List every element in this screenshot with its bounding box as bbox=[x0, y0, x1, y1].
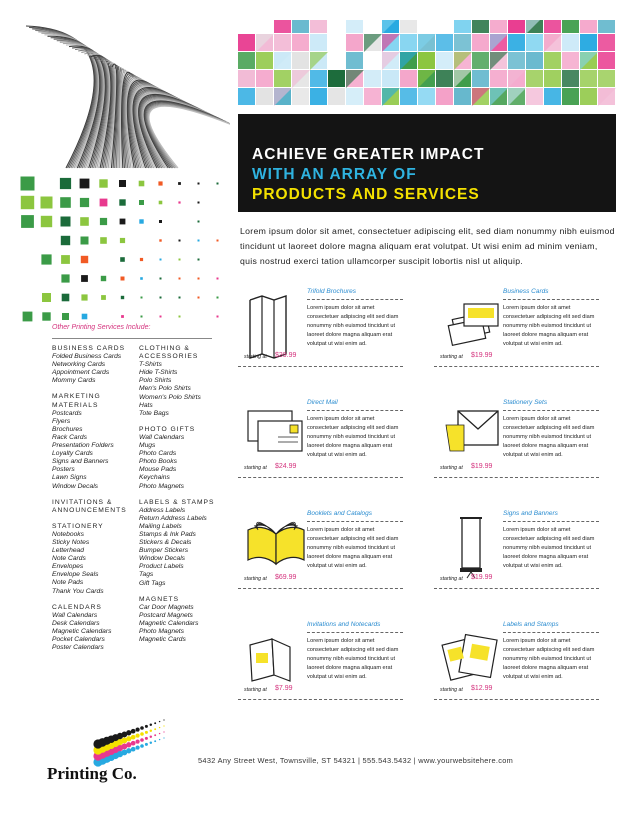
service-item: Letterhead bbox=[52, 547, 84, 555]
service-item: Posters bbox=[52, 466, 75, 474]
sidebar-title: Other Printing Services Include: bbox=[52, 324, 151, 331]
service-item: Poster Calendars bbox=[52, 644, 104, 652]
service-item: Return Address Labels bbox=[139, 514, 207, 522]
service-category: MAGNETS bbox=[139, 595, 180, 603]
product-bottom-rule bbox=[434, 588, 599, 589]
service-item: Hide T-Shirts bbox=[139, 369, 178, 377]
starting-at-label: starting at bbox=[244, 354, 267, 360]
product-bottom-rule bbox=[434, 366, 599, 367]
starting-at-label: starting at bbox=[244, 465, 267, 471]
business-cards-icon bbox=[440, 292, 502, 360]
footer-contact: 5432 Any Street West, Townsville, ST 54321 | 555.543.5432 | www.yourwebsitehere.com bbox=[198, 756, 514, 765]
folded-card-icon bbox=[244, 625, 306, 693]
product-title-rule bbox=[307, 299, 403, 300]
product-description: Lorem ipsum dolor sit amet consectetuer adipiscing elit sed diam nonummy nibh euismod tincidunt ut laoreet dolore magna aliquam erat volutpat ut wisi enim ad. bbox=[503, 638, 595, 680]
service-item: Women's Polo Shirts bbox=[139, 393, 201, 401]
service-item: Keychains bbox=[139, 474, 170, 482]
service-item: Mugs bbox=[139, 442, 156, 450]
service-item: Presentation Folders bbox=[52, 442, 114, 450]
service-item: Stamps & Ink Pads bbox=[139, 530, 196, 538]
headline-line-3: PRODUCTS AND SERVICES bbox=[252, 186, 480, 203]
services-column-2 bbox=[139, 345, 221, 644]
service-item: T-Shirts bbox=[139, 361, 162, 369]
service-item: Gift Tags bbox=[139, 579, 166, 587]
product-title: Stationery Sets bbox=[503, 399, 548, 406]
labels-icon bbox=[440, 625, 502, 693]
service-category: CLOTHING & ACCESSORIES bbox=[139, 345, 199, 361]
product-title: Labels and Stamps bbox=[503, 621, 559, 628]
product-card bbox=[434, 399, 599, 479]
service-item: Polo Shirts bbox=[139, 377, 172, 385]
service-category: CALENDARS bbox=[52, 603, 102, 611]
product-title-rule bbox=[503, 521, 599, 522]
product-price: $19.99 bbox=[471, 463, 493, 470]
postcard-icon bbox=[244, 403, 306, 471]
product-title-rule bbox=[307, 521, 403, 522]
starting-at-label: starting at bbox=[244, 576, 267, 582]
service-item: Product Labels bbox=[139, 563, 184, 571]
starting-at-label: starting at bbox=[440, 465, 463, 471]
service-item: Hats bbox=[139, 401, 153, 409]
product-title: Signs and Banners bbox=[503, 510, 558, 517]
product-card bbox=[238, 288, 403, 368]
product-price: $19.99 bbox=[471, 352, 493, 359]
service-item: Brochures bbox=[52, 425, 83, 433]
product-title: Direct Mail bbox=[307, 399, 338, 406]
service-item: Postcards bbox=[52, 409, 82, 417]
starting-at-label: starting at bbox=[440, 576, 463, 582]
product-price: $19.99 bbox=[471, 574, 493, 581]
product-title-rule bbox=[503, 410, 599, 411]
service-item: Mouse Pads bbox=[139, 466, 177, 474]
service-category: LABELS & STAMPS bbox=[139, 498, 215, 506]
service-item: Postcard Magnets bbox=[139, 611, 193, 619]
product-card bbox=[238, 510, 403, 590]
service-item: Pocket Calendars bbox=[52, 636, 105, 643]
headline-line-1: ACHIEVE GREATER IMPACT bbox=[252, 146, 485, 163]
product-price: $7.99 bbox=[275, 685, 293, 692]
product-price: $39.99 bbox=[275, 352, 297, 359]
product-card bbox=[434, 288, 599, 368]
service-item: Networking Cards bbox=[52, 361, 106, 369]
product-description: Lorem ipsum dolor sit amet consectetuer adipiscing elit sed diam nonummy nibh euismod tincidunt ut laoreet dolore magna aliquam erat volutpat ut wisi enim ad. bbox=[503, 305, 595, 347]
product-price: $12.99 bbox=[471, 685, 493, 692]
paper-fan-image bbox=[18, 20, 230, 170]
service-item: Wall Calendars bbox=[139, 433, 185, 441]
service-item: Rack Cards bbox=[52, 433, 87, 441]
service-item: Magnetic Calendars bbox=[139, 619, 199, 627]
product-bottom-rule bbox=[238, 366, 403, 367]
service-category: PHOTO GIFTS bbox=[139, 425, 196, 433]
intro-paragraph: Lorem ipsum dolor sit amet, consectetuer adipiscing elit, sed diam nonummy nibh euismod tincidunt ut laoreet dolore magna aliquam erat volutpat. Ut wisi enim ad minim veniam, quis nostrud exerci tation ullamcorper suscipit lobortis nisl ut aliquip. bbox=[240, 226, 615, 266]
product-description: Lorem ipsum dolor sit amet consectetuer adipiscing elit sed diam nonummy nibh euismod tincidunt ut laoreet dolore magna aliquam erat volutpat ut wisi enim ad. bbox=[307, 416, 399, 458]
service-item: Tote Bags bbox=[139, 409, 169, 417]
product-title-rule bbox=[307, 410, 403, 411]
product-title-rule bbox=[307, 632, 403, 633]
open-book-icon bbox=[244, 514, 306, 582]
service-item: Notebooks bbox=[52, 530, 84, 538]
service-item: Wall Calendars bbox=[52, 611, 98, 619]
service-item: Envelope Seals bbox=[52, 571, 99, 579]
service-item: Folded Business Cards bbox=[52, 353, 122, 361]
service-item: Envelopes bbox=[52, 563, 84, 571]
service-item: Magnetic Cards bbox=[139, 636, 186, 644]
service-item: Desk Calendars bbox=[52, 619, 100, 627]
headline-banner bbox=[238, 114, 616, 212]
trifold-brochure-icon bbox=[244, 292, 306, 360]
product-bottom-rule bbox=[238, 588, 403, 589]
product-title: Business Cards bbox=[503, 288, 549, 295]
service-category: INVITATIONS & ANNOUNCEMENTS bbox=[52, 498, 127, 514]
product-bottom-rule bbox=[238, 477, 403, 478]
starting-at-label: starting at bbox=[244, 687, 267, 693]
company-name: Printing Co. bbox=[47, 764, 137, 783]
service-item: Photo Books bbox=[139, 458, 177, 466]
product-title-rule bbox=[503, 632, 599, 633]
service-item: Loyalty Cards bbox=[52, 450, 93, 458]
service-item: Car Door Magnets bbox=[139, 603, 194, 611]
product-card bbox=[238, 621, 403, 701]
service-item: Signs and Banners bbox=[52, 458, 109, 466]
service-item: Photo Magnets bbox=[139, 628, 184, 635]
service-item: Window Decals bbox=[52, 482, 99, 490]
service-item: Lawn Signs bbox=[52, 474, 87, 482]
starting-at-label: starting at bbox=[440, 687, 463, 693]
services-column-1 bbox=[52, 345, 136, 652]
product-bottom-rule bbox=[434, 477, 599, 478]
product-card bbox=[434, 621, 599, 701]
product-title: Invitations and Notecards bbox=[307, 621, 381, 628]
service-item: Photo Cards bbox=[139, 450, 177, 458]
service-item: Flyers bbox=[52, 417, 71, 425]
service-item: Note Cards bbox=[52, 555, 86, 563]
service-item: Magnetic Calendars bbox=[52, 627, 112, 635]
sidebar-divider bbox=[52, 338, 212, 339]
service-item: Mommy Cards bbox=[52, 377, 96, 385]
color-dots-graphic bbox=[18, 174, 230, 324]
headline-line-2: WITH AN ARRAY OF bbox=[252, 166, 417, 183]
service-item: Note Pads bbox=[52, 579, 84, 587]
service-item: Sticky Notes bbox=[52, 538, 90, 546]
banner-stand-icon bbox=[440, 514, 502, 582]
product-price: $69.99 bbox=[275, 574, 297, 581]
service-item: Tags bbox=[139, 571, 154, 579]
product-description: Lorem ipsum dolor sit amet consectetuer adipiscing elit sed diam nonummy nibh euismod tincidunt ut laoreet dolore magna aliquam erat volutpat ut wisi enim ad. bbox=[307, 638, 399, 680]
product-description: Lorem ipsum dolor sit amet consectetuer adipiscing elit sed diam nonummy nibh euismod tincidunt ut laoreet dolore magna aliquam erat volutpat ut wisi enim ad. bbox=[307, 527, 399, 569]
service-item: Address Labels bbox=[139, 506, 186, 514]
product-card bbox=[434, 510, 599, 590]
product-bottom-rule bbox=[238, 699, 403, 700]
service-item: Thank You Cards bbox=[52, 587, 104, 595]
service-item: Window Decals bbox=[139, 555, 186, 563]
product-title-rule bbox=[503, 299, 599, 300]
product-price: $24.99 bbox=[275, 463, 297, 470]
service-category: STATIONERY bbox=[52, 522, 104, 530]
product-bottom-rule bbox=[434, 699, 599, 700]
product-title: Trifold Brochures bbox=[307, 288, 357, 295]
service-item: Appointment Cards bbox=[52, 369, 110, 377]
service-item: Mailing Labels bbox=[139, 522, 182, 530]
product-title: Booklets and Catalogs bbox=[307, 510, 373, 517]
product-description: Lorem ipsum dolor sit amet consectetuer adipiscing elit sed diam nonummy nibh euismod tincidunt ut laoreet dolore magna aliquam erat volutpat ut wisi enim ad. bbox=[307, 305, 399, 347]
color-mosaic-graphic bbox=[238, 20, 616, 108]
product-description: Lorem ipsum dolor sit amet consectetuer adipiscing elit sed diam nonummy nibh euismod tincidunt ut laoreet dolore magna aliquam erat volutpat ut wisi enim ad. bbox=[503, 527, 595, 569]
product-description: Lorem ipsum dolor sit amet consectetuer adipiscing elit sed diam nonummy nibh euismod tincidunt ut laoreet dolore magna aliquam erat volutpat ut wisi enim ad. bbox=[503, 416, 595, 458]
service-category: BUSINESS CARDS bbox=[52, 345, 126, 352]
starting-at-label: starting at bbox=[440, 354, 463, 360]
service-category: MARKETING MATERIALS bbox=[52, 393, 101, 409]
service-item: Stickers & Decals bbox=[139, 539, 192, 547]
envelope-icon bbox=[440, 403, 502, 471]
service-item: Photo Magnets bbox=[139, 482, 184, 490]
service-item: Men's Polo Shirts bbox=[139, 385, 191, 393]
service-item: Bumper Stickers bbox=[139, 547, 189, 555]
product-card bbox=[238, 399, 403, 479]
